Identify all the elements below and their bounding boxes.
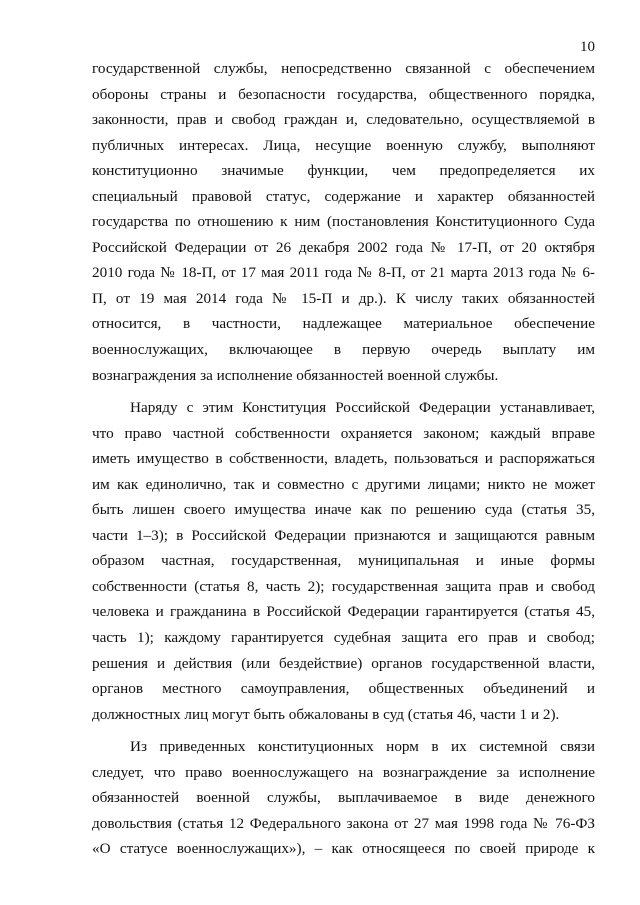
text-line: быть лишен своего имущества иначе как по решению суда (статья 35, [92, 501, 595, 519]
text-line: государственной службы, непосредственно связанной с обеспечением [92, 60, 595, 77]
text-line: Из приведенных конституционных норм в их системной связи [130, 738, 595, 756]
text-line: собственности (статья 8, часть 2); государственная защита прав и свобод [92, 577, 595, 595]
text-line: человека и гражданина в Российской Федерации гарантируется (статья 45, [92, 603, 595, 621]
text-line: обороны страны и безопасности государства, общественного порядка, [92, 85, 595, 103]
text-line: иметь имущество в собственности, владеть, пользоваться и распоряжаться [92, 450, 595, 468]
document-body [92, 56, 595, 862]
page-number: 10 [580, 39, 595, 55]
text-line: образом частная, государственная, муниципальная и иные формы [92, 552, 595, 570]
paragraph-1 [92, 56, 595, 388]
text-line: конституционно значимые функции, чем предопределяется их [92, 162, 595, 180]
text-line: 2010 года № 18-П, от 17 мая 2011 года № 8-П, от 21 марта 2013 года № 6- [92, 264, 595, 282]
text-line: относится, в частности, надлежащее материальное обеспечение [92, 315, 595, 333]
paragraph-3 [92, 734, 595, 862]
text-line: довольствия (статья 12 Федерального закона от 27 мая 1998 года № 76-ФЗ [92, 814, 595, 832]
text-line: военнослужащих, включающее в первую очередь выплату им [92, 341, 595, 359]
text-line: «О статусе военнослужащих»), – как относящееся по своей природе к [92, 840, 595, 858]
text-line: части 1–3); в Российской Федерации признаются и защищаются равным [92, 526, 595, 544]
text-line: следует, что право военнослужащего на вознаграждение за исполнение [92, 763, 595, 781]
text-line: органов местного самоуправления, общественных объединений и [92, 680, 595, 698]
text-line: Наряду с этим Конституция Российской Федерации устанавливает, [130, 399, 595, 417]
paragraph-2 [92, 395, 595, 727]
text-line: что право частной собственности охраняется законом; каждый вправе [92, 424, 595, 442]
text-line: законности, прав и свобод граждан и, следовательно, осуществляемой в [92, 111, 595, 129]
text-line: часть 1); каждому гарантируется судебная защита его прав и свобод; [92, 629, 595, 647]
text-line: П, от 19 мая 2014 года № 15-П и др.). К числу таких обязанностей [92, 289, 595, 307]
text-line: вознаграждения за исполнение обязанностей военной службы. [92, 366, 499, 384]
text-line: должностных лиц могут быть обжалованы в суд (статья 46, части 1 и 2). [92, 705, 560, 723]
text-line: решения и действия (или бездействие) органов государственной власти, [92, 654, 595, 672]
text-line: Российской Федерации от 26 декабря 2002 года № 17-П, от 20 октября [92, 238, 595, 256]
text-line: государства по отношению к ним (постановления Конституционного Суда [92, 213, 595, 231]
text-line: специальный правовой статус, содержание и характер обязанностей [92, 187, 595, 205]
text-line: им как единолично, так и совместно с другими лицами; никто не может [92, 475, 595, 493]
text-line: обязанностей военной службы, выплачиваемое в виде денежного [92, 789, 595, 807]
text-line: публичных интересах. Лица, несущие военную службу, выполняют [92, 136, 595, 154]
